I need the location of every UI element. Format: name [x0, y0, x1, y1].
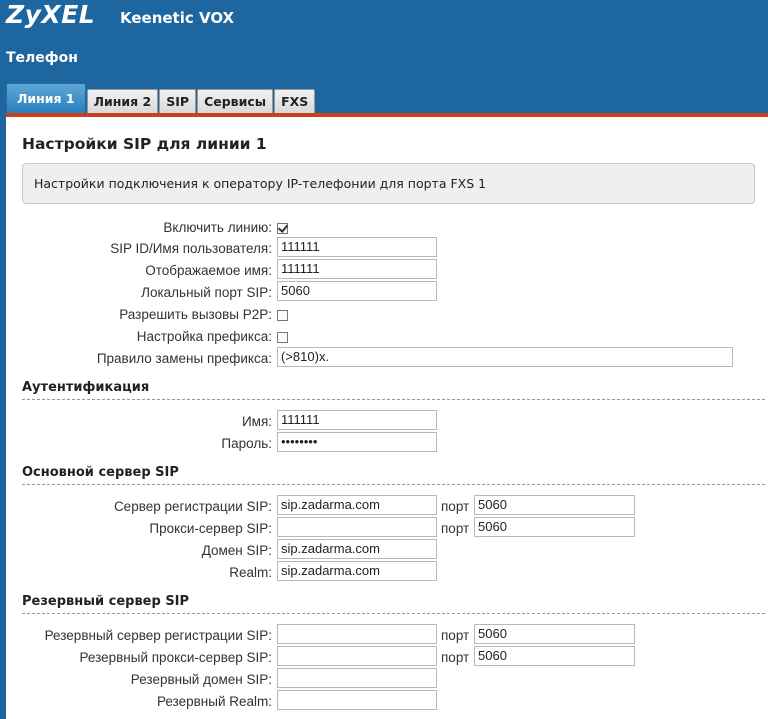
- prefix-label: Настройка префикса:: [136, 329, 272, 344]
- primary-proxy-input[interactable]: [277, 517, 437, 537]
- backup-realm-label: Резервный Realm:: [156, 694, 272, 709]
- primary-realm-label: Realm:: [229, 565, 272, 580]
- brand-logo: ZyXEL: [6, 0, 96, 29]
- primary-registrar-port-input[interactable]: 5060: [474, 495, 635, 515]
- info-box: Настройки подключения к оператору IP-телефонии для порта FXS 1: [22, 163, 755, 204]
- sip-id-input[interactable]: 111111: [277, 237, 437, 257]
- auth-name-label: Имя:: [241, 414, 272, 429]
- backup-domain-row: [6, 670, 272, 692]
- primary-proxy-port-input[interactable]: 5060: [474, 517, 635, 537]
- backup-domain-label: Резервный домен SIP:: [130, 672, 272, 687]
- primary-registrar-input[interactable]: sip.zadarma.com: [277, 495, 437, 515]
- auth-heading: Аутентификация: [22, 380, 150, 395]
- backup-proxy-port-label: порт: [441, 650, 470, 665]
- tab-line-2[interactable]: Линия 2: [87, 89, 159, 113]
- auth-name-input[interactable]: 111111: [277, 410, 437, 430]
- page-title: Настройки SIP для линии 1: [22, 135, 267, 153]
- backup-registrar-label: Резервный сервер регистрации SIP:: [44, 628, 272, 643]
- primary-heading: Основной сервер SIP: [22, 465, 179, 480]
- display-name-input[interactable]: 111111: [277, 259, 437, 279]
- backup-domain-input[interactable]: [277, 668, 437, 688]
- primary-registrar-row: [6, 497, 272, 519]
- tab-sip[interactable]: SIP: [159, 89, 196, 113]
- backup-registrar-input[interactable]: [277, 624, 437, 644]
- prefix-row: [6, 327, 272, 349]
- backup-heading: Резервный сервер SIP: [22, 594, 190, 609]
- section-title: Телефон: [6, 50, 78, 66]
- prefix-rule-input[interactable]: (>810)x.: [277, 347, 733, 367]
- prefix-rule-label: Правило замены префикса:: [96, 351, 272, 366]
- backup-realm-row: [6, 692, 272, 714]
- backup-realm-input[interactable]: [277, 690, 437, 710]
- enable-line-label: Включить линию:: [163, 220, 272, 235]
- primary-registrar-label: Сервер регистрации SIP:: [113, 499, 272, 514]
- primary-domain-label: Домен SIP:: [201, 543, 272, 558]
- p2p-label: Разрешить вызовы P2P:: [119, 307, 272, 322]
- primary-registrar-port-label: порт: [441, 499, 470, 514]
- primary-proxy-port-label: порт: [441, 521, 470, 536]
- p2p-row: [6, 305, 272, 327]
- local-port-row: [6, 283, 272, 305]
- tab-line-1[interactable]: Линия 1: [6, 83, 86, 113]
- auth-password-label: Пароль:: [221, 436, 272, 451]
- backup-divider: [22, 613, 765, 614]
- backup-proxy-row: [6, 648, 272, 670]
- enable-line-checkbox[interactable]: [277, 223, 288, 234]
- top-bar: [0, 0, 768, 36]
- primary-proxy-row: [6, 519, 272, 541]
- tab-fxs[interactable]: FXS: [274, 89, 315, 113]
- sip-id-label: SIP ID/Имя пользователя:: [110, 241, 272, 256]
- settings-panel: [6, 113, 768, 719]
- primary-realm-input[interactable]: sip.zadarma.com: [277, 561, 437, 581]
- primary-domain-row: [6, 541, 272, 563]
- local-port-input[interactable]: 5060: [277, 281, 437, 301]
- primary-proxy-label: Прокси-сервер SIP:: [149, 521, 272, 536]
- sip-id-row: [6, 239, 272, 261]
- prefix-rule-row: [6, 349, 272, 371]
- primary-realm-row: [6, 563, 272, 585]
- enable-line-row: [6, 218, 272, 240]
- auth-divider: [22, 399, 765, 400]
- device-model: Keenetic VOX: [120, 9, 235, 27]
- p2p-checkbox[interactable]: [277, 310, 288, 321]
- display-name-label: Отображаемое имя:: [145, 263, 272, 278]
- primary-domain-input[interactable]: sip.zadarma.com: [277, 539, 437, 559]
- backup-registrar-port-input[interactable]: 5060: [474, 624, 635, 644]
- backup-registrar-port-label: порт: [441, 628, 470, 643]
- tab-services[interactable]: Сервисы: [197, 89, 273, 113]
- display-name-row: [6, 261, 272, 283]
- backup-proxy-label: Резервный прокси-сервер SIP:: [79, 650, 272, 665]
- primary-divider: [22, 484, 765, 485]
- auth-name-row: [6, 412, 272, 434]
- backup-registrar-row: [6, 626, 272, 648]
- auth-password-input[interactable]: ••••••••: [277, 432, 437, 452]
- backup-proxy-input[interactable]: [277, 646, 437, 666]
- backup-proxy-port-input[interactable]: 5060: [474, 646, 635, 666]
- auth-password-row: [6, 434, 272, 456]
- prefix-checkbox[interactable]: [277, 332, 288, 343]
- tab-bar: [6, 83, 316, 113]
- local-port-label: Локальный порт SIP:: [141, 285, 272, 300]
